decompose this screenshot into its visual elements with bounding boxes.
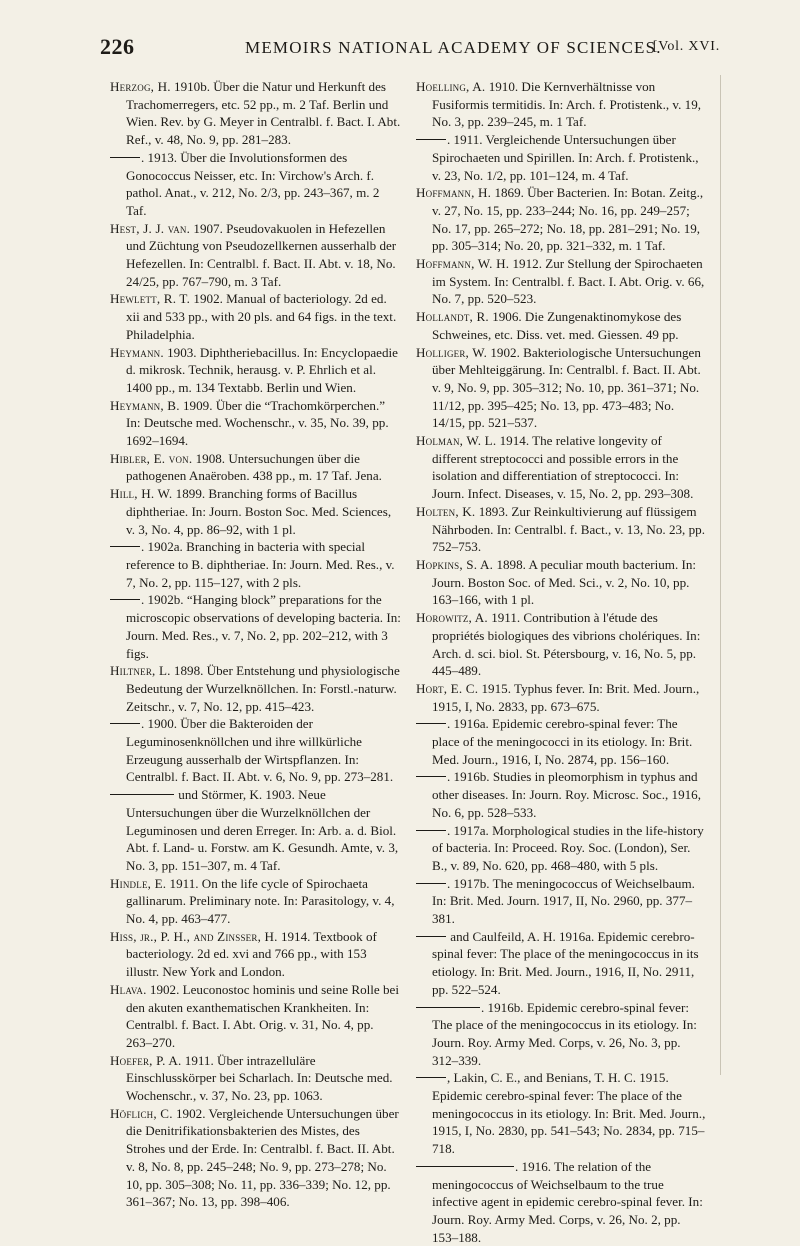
entry-text: 1915. Typhus fever. In: Brit. Med. Journ., 1915, I, No. 2833, pp. 673–675. [432, 680, 700, 714]
page-edge-line [720, 75, 721, 1075]
entry-text: 1909. Über die “Trachomkörperchen.” In: Deutsche med. Wochenschr., v. 35, No. 39, pp. 1692–1694. [126, 397, 389, 449]
ditto-dash [416, 723, 446, 724]
bibliography-entry [416, 308, 708, 343]
volume-label: [Vol. XVI. [652, 39, 720, 54]
bibliography-entry [110, 220, 402, 291]
ditto-dash [416, 830, 446, 831]
entry-text: 1908. Untersuchungen über die pathogenen Anaëroben. 438 pp., m. 17 Taf. Jena. [126, 450, 382, 484]
bibliography-entry [416, 715, 708, 768]
entry-author: Höflich, C. [110, 1105, 173, 1121]
entry-text: 1906. Die Zungenaktinomykose des Schweines, etc. Diss. vet. med. Giessen. 49 pp. [432, 309, 682, 342]
bibliography-entry [110, 344, 402, 397]
left-column [110, 78, 402, 1211]
bibliography-entry [110, 1052, 402, 1105]
entry-text: 1899. Branching forms of Bacillus diphtheriae. In: Journ. Boston Soc. Med. Sciences, v. 3, No. 4, pp. 86–92, with 1 pl. [126, 486, 392, 537]
entry-text: . 1913. Über die Involutionsformen des Gonococcus Neisser, etc. In: Virchow's Arch. f. pathol. Anat., v. 212, No. 2/3, pp. 243–367, m. 2 Taf. [126, 149, 380, 218]
entry-text: 1869. Über Bacterien. In: Botan. Zeitg., v. 27, No. 15, pp. 233–244; No. 16, pp. 249–257; No. 17, pp. 265–272; No. 18, pp. 281–291; No. 19, pp. 305–314; No. 20, pp. 321–332, m. 1 Taf. [432, 185, 704, 254]
entry-author: Hoffmann, W. H. [416, 256, 510, 272]
bibliography-entry [110, 485, 402, 538]
bibliography-entry [416, 1069, 708, 1158]
running-header [100, 34, 720, 60]
bibliography-entry [416, 875, 708, 928]
bibliography-entry [416, 1158, 708, 1246]
entry-text: 1902. Bakteriologische Untersuchungen über Mehlteiggärung. In: Centralbl. f. Bact. II. Abt. v. 9, No. 9, pp. 305–312; No. 10, pp. 361–371; No. 11/12, pp. 395–425; No. 13, pp. 473–483; No. 14/15, pp. 521–537. [432, 344, 701, 431]
entry-author: Holliger, W. [416, 344, 488, 360]
entry-text: . 1917a. Morphological studies in the life-history of bacteria. In: Proceed. Roy. Soc. (London), Ser. B., v. 89, No. 620, pp. 468–480, with 5 pls. [432, 822, 704, 873]
entry-text: . 1902a. Branching in bacteria with special reference to B. diphtheriae. In: Journ. Med. Res., v. 7, No. 2, pp. 115–127, with 2 pls. [126, 539, 395, 590]
ditto-dash [416, 1007, 480, 1008]
entry-author: Heymann, B. [110, 397, 180, 413]
entry-text: . 1911. Vergleichende Untersuchungen über Spirochaeten und Spirillen. In: Arch. f. Protistenk., v. 23, No. 1/2, pp. 101–124, m. 4 Taf. [432, 132, 699, 183]
entry-author: Hlava. [110, 981, 147, 997]
entry-text: und Störmer, K. 1903. Neue Untersuchungen über die Wurzelknöllchen der Leguminosen und deren Erreger. In: Arb. a. d. Biol. Abt. f. Land- u. Forstw. am K. Gesundh. Amte, v. 3, No. 3, pp. 151–307, m. 4 Taf. [126, 787, 399, 873]
entry-text: 1914. The relative longevity of different streptococci and possible errors in the isolation and differentiation of streptococci. In: Journ. Infect. Diseases, v. 15, No. 2, pp. 293–308. [432, 433, 694, 502]
bibliography-entry [110, 662, 402, 715]
entry-text: 1912. Zur Stellung der Spirochaeten im System. In: Centralbl. f. Bact. I. Abt. Orig. v. 66, No. 7, pp. 520–523. [432, 256, 705, 307]
entry-author: Hort, E. C. [416, 680, 479, 696]
bibliography-entry [416, 131, 708, 184]
bibliography-entry [416, 822, 708, 875]
bibliography-entry [110, 538, 402, 591]
entry-text: 1911. On the life cycle of Spirochaeta gallinarum. Preliminary note. In: Parasitology, v. 4, No. 4, pp. 463–477. [126, 875, 395, 927]
entry-text: 1903. Diphtheriebacillus. In: Encyclopaedie d. mikrosk. Technik, herausg. v. P. Ehrlich et al. 1400 pp., m. 134 Textabb. Berlin und Wien. [126, 344, 398, 395]
bibliography-entry [416, 768, 708, 821]
entry-author: Hewlett, R. T. [110, 291, 191, 307]
bibliography-entry [416, 609, 708, 680]
entry-text: , Lakin, C. E., and Benians, T. H. C. 1915. Epidemic cerebro-spinal fever: The place of the meningococcus in its etiology. In: Brit. Med. Journ., 1915, I, No. 2830, pp. 541–543; No. 2834, pp. 715–718. [432, 1070, 706, 1157]
entry-author: Hoefer, P. A. [110, 1052, 182, 1068]
entry-author: Hoffmann, H. [416, 185, 492, 201]
entry-text: . 1902b. “Hanging block” preparations for the microscopic observations of developing bacteria. In: Journ. Med. Res., v. 7, No. 2, pp. 202–212, with 3 figs. [126, 592, 401, 661]
entry-author: Hindle, E. [110, 875, 167, 891]
ditto-dash [416, 936, 446, 937]
bibliography-entry [110, 149, 402, 220]
bibliography-entry [110, 78, 402, 149]
entry-text: 1893. Zur Reinkultivierung auf flüssigem Nährboden. In: Centralbl. f. Bact., v. 13, No. 23, pp. 752–753. [432, 503, 705, 555]
running-title: MEMOIRS NATIONAL ACADEMY OF SCIENCES. [245, 38, 662, 57]
entry-text: 1914. Textbook of bacteriology. 2d ed. xvi and 766 pp., with 153 illustr. New York and London. [126, 928, 377, 980]
entry-text: . 1916. The relation of the meningococcus of Weichselbaum to the true infective agent in epidemic cerebro-spinal fever. In: Journ. Roy. Army Med. Corps, v. 26, No. 2, pp. 153–188. [432, 1158, 703, 1245]
bibliography-entry [110, 1105, 402, 1211]
bibliography-entry [416, 78, 708, 131]
ditto-dash [416, 776, 446, 777]
bibliography-entry [110, 786, 402, 875]
ditto-dash [416, 1077, 446, 1078]
ditto-dash [110, 599, 140, 600]
bibliography-entry [416, 184, 708, 255]
right-column [416, 78, 708, 1246]
ditto-dash [110, 157, 140, 158]
entry-text: 1911. Über intrazelluläre Einschlusskörper bei Scharlach. In: Deutsche med. Wochenschr., v. 37, No. 23, pp. 1063. [126, 1052, 393, 1104]
ditto-dash [110, 546, 140, 547]
entry-text: . 1916b. Studies in pleomorphism in typhus and other diseases. In: Journ. Roy. Microsc. Soc., 1916, No. 6, pp. 528–533. [432, 769, 701, 820]
entry-text: 1911. Contribution à l'étude des propriétés biologiques des vibrions cholériques. In: Arch. d. sci. biol. St. Pétersbourg, v. 16, No. 5, pp. 445–489. [432, 610, 701, 679]
entry-text: . 1916a. Epidemic cerebro-spinal fever: The place of the meningococci in its etiology. In: Brit. Med. Journ., 1916, I, No. 2874, pp. 156–160. [432, 716, 693, 767]
entry-author: Hest, J. J. van. [110, 220, 191, 236]
bibliography-entry [416, 556, 708, 609]
entry-author: Horowitz, A. [416, 610, 488, 626]
bibliography-entry [110, 981, 402, 1052]
entry-text: 1910b. Über die Natur und Herkunft des Trachomerregers, etc. 52 pp., m. 2 Taf. Berlin und Wien. Rev. by G. Meyer in Centralbl. f. Bact. I. Abt. Ref., v. 48, No. 9, pp. 281–283. [126, 79, 401, 148]
bibliography-entry [110, 875, 402, 928]
entry-author: Heymann. [110, 344, 164, 360]
entry-author: Holten, K. [416, 503, 476, 519]
entry-text: 1898. A peculiar mouth bacterium. In: Journ. Boston Soc. of Med. Sci., v. 2, No. 10, pp. 163–166, with 1 pl. [432, 556, 697, 608]
bibliography-entry [416, 503, 708, 556]
ditto-dash [110, 794, 174, 795]
entry-author: Holman, W. L. [416, 433, 497, 449]
entry-author: Hiltner, L. [110, 663, 171, 679]
bibliography-entry [110, 715, 402, 786]
bibliography-entry [416, 255, 708, 308]
entry-author: Herzog, H. [110, 79, 171, 94]
bibliography-entry [416, 432, 708, 503]
entry-author: Hibler, E. von. [110, 450, 193, 466]
ditto-dash [416, 883, 446, 884]
entry-text: 1898. Über Entstehung und physiologische Bedeutung der Wurzelknöllchen. In: Forstl.-naturw. Zeitschr., v. 7, No. 12, pp. 415–423. [126, 663, 400, 714]
entry-text: 1902. Leuconostoc hominis und seine Rolle bei den akuten exanthematischen Krankheiten. In: Centralbl. f. Bact. I. Abt. Orig. v. 31, No. 4, pp. 263–270. [126, 981, 399, 1050]
bibliography-entry [110, 397, 402, 450]
entry-text: and Caulfeild, A. H. 1916a. Epidemic cerebro-spinal fever: The place of the meningococcus in its etiology. In: Brit. Med. Journ., 1916, II, No. 2911, pp. 522–524. [432, 928, 699, 997]
entry-text: . 1917b. The meningococcus of Weichselbaum. In: Brit. Med. Journ. 1917, II, No. 2960, pp. 377–381. [432, 875, 695, 927]
entry-author: Hiss, jr., P. H., and Zinsser, H. [110, 928, 278, 944]
bibliography-entry [110, 928, 402, 981]
entry-text: 1902. Vergleichende Untersuchungen über die Denitrifikationsbakterien des Mistes, des Strohes und der Erde. In: Centralbl. f. Bact. II. Abt. v. 8, No. 8, pp. 245–248; No. 9, pp. 273–278; No. 10, pp. 305–308; No. 11, pp. 336–339; No. 12, pp. 361–367; No. 13, pp. 398–406. [126, 1105, 399, 1210]
entry-author: Hill, H. W. [110, 486, 173, 502]
entry-text: 1910. Die Kernverhältnisse von Fusiformis termitidis. In: Arch. f. Protistenk., v. 19, No. 3, pp. 239–245, m. 1 Taf. [432, 79, 702, 130]
bibliography-entry [110, 591, 402, 662]
bibliography-entry [416, 928, 708, 999]
bibliography-entry [110, 290, 402, 343]
bibliography-entry [416, 680, 708, 715]
page-number: 226 [100, 34, 135, 59]
bibliography-entry [110, 450, 402, 485]
entry-author: Hoelling, A. [416, 79, 486, 94]
ditto-dash [110, 723, 140, 724]
ditto-dash [416, 139, 446, 140]
entry-text: 1907. Pseudovakuolen in Hefezellen und Züchtung von Pseudozellkernen ausserhalb der Hefezellen. In: Centralbl. f. Bact. II. Abt. v. 18, No. 24/25, pp. 767–790, m. 3 Taf. [126, 220, 397, 289]
ditto-dash [416, 1166, 514, 1167]
entry-text: . 1916b. Epidemic cerebro-spinal fever: The place of the meningococcus in its etiology. In: Journ. Roy. Army Med. Corps, v. 26, No. 3, pp. 312–339. [432, 999, 697, 1068]
entry-text: 1902. Manual of bacteriology. 2d ed. xii and 533 pp., with 20 pls. and 64 figs. in the text. Philadelphia. [126, 291, 397, 342]
bibliography-entry [416, 344, 708, 433]
bibliography-entry [416, 999, 708, 1070]
entry-author: Hollandt, R. [416, 309, 489, 325]
entry-author: Hopkins, S. A. [416, 556, 494, 572]
entry-text: . 1900. Über die Bakteroiden der Leguminosenknöllchen und ihre willkürliche Erzeugung ausserhalb der Wirtspflanzen. In: Centralbl. f. Bact. II. Abt. v. 6, No. 9, pp. 273–281. [126, 716, 394, 785]
